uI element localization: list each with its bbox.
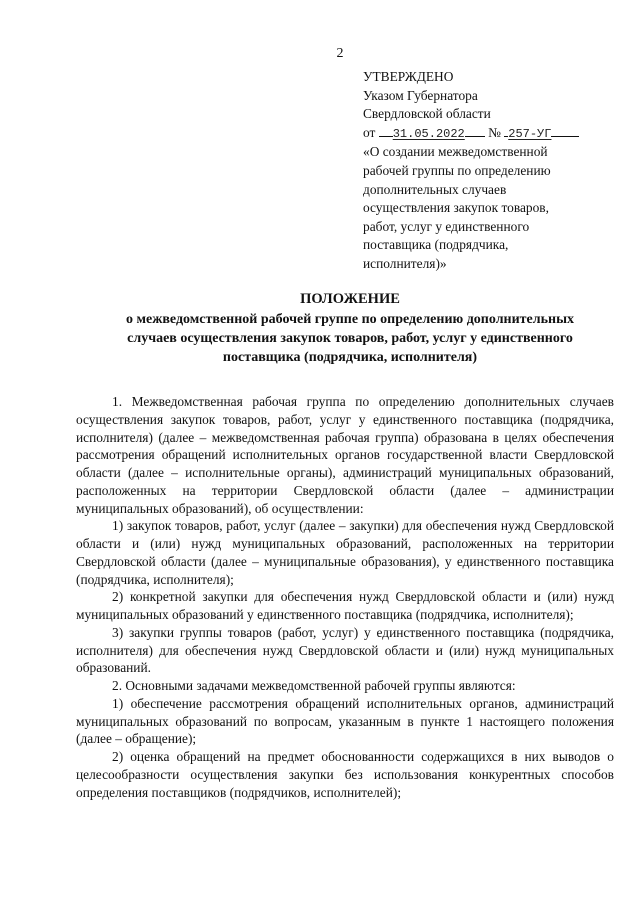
approval-subject-line: дополнительных случаев [363,181,507,197]
approval-subject-line: работ, услуг у единственного [363,218,530,234]
approval-line: Свердловской области [363,106,491,122]
paragraph: 2. Основными задачами межведомственной рабочей группы являются: [112,678,516,693]
approval-subject-line: осуществления закупок товаров, [363,200,549,216]
approval-line: Указом Губернатора [363,87,478,103]
document-subtitle-line: случаев осуществления закупок товаров, работ, услуг у единственного [127,331,573,346]
paragraph: 2) конкретной закупки для обеспечения нужд Свердловской области и (или) нужд муниципальных образований у единственного поставщика (подрядчика, исполнителя); [76,589,614,622]
approval-date: 31.05.2022 [392,126,465,141]
underline-blank [465,124,485,137]
date-label: от [363,124,376,140]
paragraph: 1) закупок товаров, работ, услуг (далее – закупки) для обеспечения нужд Свердловской области и (или) нужд муниципальных образований, расположенных на территории Свердловской области (далее – муниципальные образования), у единственного поставщика (подрядчика, исполнителя); [76,518,614,587]
approval-stamp [363,68,613,274]
document-heading: ПОЛОЖЕНИЕ [300,291,400,307]
paragraph: 2) оценка обращений на предмет обоснованности содержащихся в них выводов о целесообразности осуществления закупки без использования конкурентных способов определения поставщиков (подрядчиков, исполнителей); [76,749,614,800]
document-subtitle-line: поставщика (подрядчика, исполнителя) [222,350,478,365]
approval-subject-line: исполнителя)» [363,255,447,271]
underline-blank [551,124,579,137]
approval-subject-line: «О создании межведомственной [363,144,548,160]
number-label: № [488,124,501,140]
approval-date-number-line [363,124,613,144]
approval-subject-line: поставщика (подрядчика, [363,237,509,253]
underline-blank [379,124,393,137]
approval-subject-line: рабочей группы по определению [363,162,551,178]
paragraph: 1. Межведомственная рабочая группа по определению дополнительных случаев осуществления закупок товаров, работ, услуг у единственного поставщика (подрядчика, исполнителя) (далее – межведомственная рабочая группа) образована в целях обеспечения рассмотрения обращений исполнительных органов государственной власти Свердловской области (далее – исполнительные органы), администраций муниципальных образований, расположенных на территории Свердловской области (далее – администрации муниципальных образований), об осуществлении: [76,394,614,516]
paragraph: 3) закупки группы товаров (работ, услуг) у единственного поставщика (подрядчика, исполнителя) для обеспечения нужд Свердловской области и (или) нужд муниципальных образований. [76,624,614,676]
approval-number: 257-УГ [508,126,552,141]
document-subtitle-line: о межведомственной рабочей группе по определению дополнительных [125,312,575,327]
document-body [76,393,614,801]
page-number: 2 [336,46,344,61]
approval-line: УТВЕРЖДЕНО [363,69,454,84]
document-title [80,290,620,367]
paragraph: 1) обеспечение рассмотрения обращений исполнительных органов, администраций муниципальных образований по вопросам, указанным в пункте 1 настоящего положения (далее – обращение); [76,695,614,747]
